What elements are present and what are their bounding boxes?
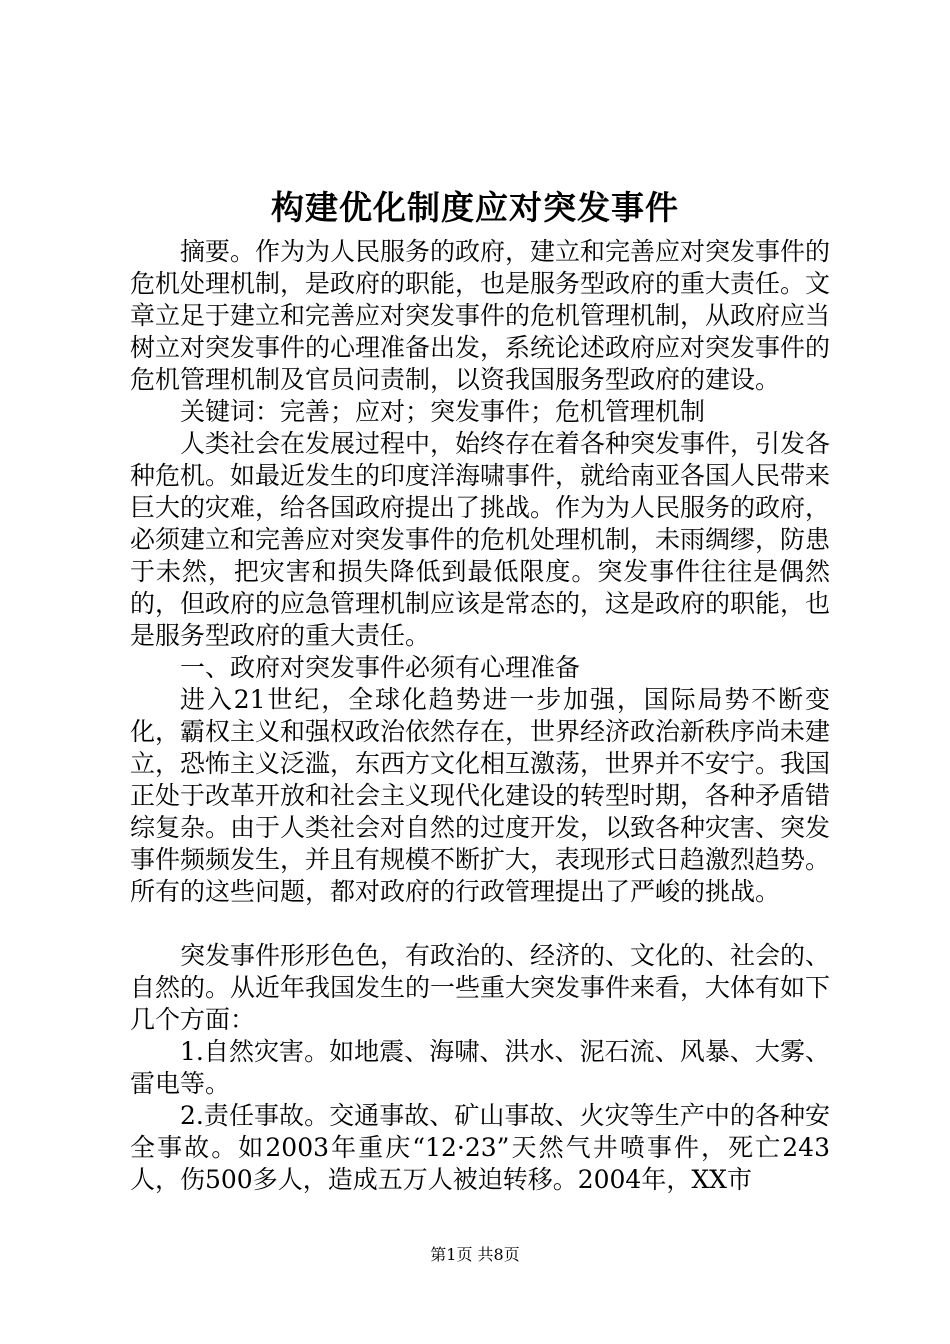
document-body bbox=[130, 236, 830, 1196]
keywords-paragraph: 关键词：完善；应对；突发事件；危机管理机制 bbox=[180, 397, 706, 426]
page-footer: 第1页 共8页 bbox=[430, 1245, 520, 1264]
section-heading: 一、政府对突发事件必须有心理准备 bbox=[180, 653, 581, 682]
abstract-paragraph: 摘要。作为为人民服务的政府，建立和完善应对突发事件的危机处理机制，是政府的职能，也是服务型政府的重大责任。文章立足于建立和完善应对突发事件的危机管理机制，从政府应当树立对突发事件的心理准备出发，系统论述政府应对突发事件的危机管理机制及官员问责制，以资我国服务型政府的建设。 bbox=[130, 237, 831, 394]
body-paragraph: 进入21世纪，全球化趋势进一步加强，国际局势不断变化，霸权主义和强权政治依然存在，世界经济政治新秩序尚未建立，恐怖主义泛滥，东西方文化相互激荡，世界并不安宁。我国正处于改革开放和社会主义现代化建设的转型时期，各种矛盾错综复杂。由于人类社会对自然的过度开发，以致各种灾害、突发事件频频发生，并且有规模不断扩大，表现形式日趋激烈趋势。所有的这些问题，都对政府的行政管理提出了严峻的挑战。 bbox=[130, 685, 831, 906]
list-item: 2.责任事故。交通事故、矿山事故、火灾等生产中的各种安全事故。如2003年重庆“12·23”天然气井喷事件，死亡243人，伤500多人，造成五万人被迫转移。2004年，XX市 bbox=[130, 1101, 830, 1194]
list-item: 1.自然灾害。如地震、海啸、洪水、泥石流、风暴、大雾、雷电等。 bbox=[130, 1037, 830, 1098]
paragraph-spacer bbox=[130, 908, 830, 940]
document-title: 构建优化制度应对突发事件 bbox=[271, 188, 679, 227]
intro-paragraph: 人类社会在发展过程中，始终存在着各种突发事件，引发各种危机。如最近发生的印度洋海啸事件，就给南亚各国人民带来巨大的灾难，给各国政府提出了挑战。作为为人民服务的政府，必须建立和完善应对突发事件的危机处理机制，未雨绸缪，防患于未然，把灾害和损失降低到最低限度。突发事件往往是偶然的，但政府的应急管理机制应该是常态的，这是政府的职能，也是服务型政府的重大责任。 bbox=[130, 429, 831, 650]
body-paragraph: 突发事件形形色色，有政治的、经济的、文化的、社会的、自然的。从近年我国发生的一些重大突发事件来看，大体有如下几个方面： bbox=[130, 941, 831, 1034]
